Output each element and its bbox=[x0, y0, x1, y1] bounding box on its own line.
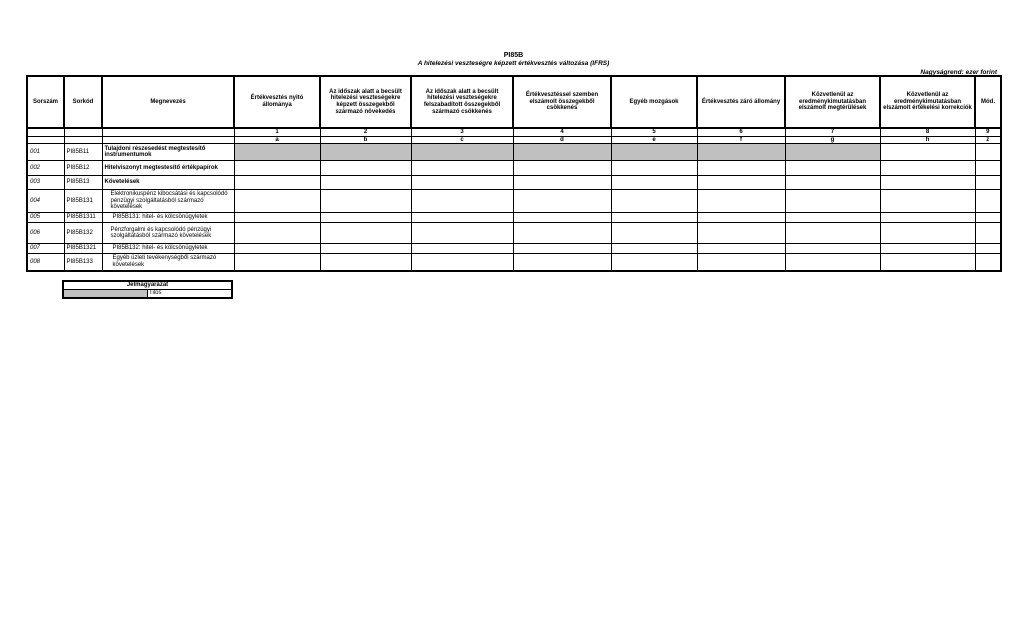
row-sorkod: PI85B131 bbox=[64, 190, 102, 213]
column-number-row bbox=[27, 128, 1001, 136]
column-number: 7 bbox=[785, 128, 880, 136]
cell-input[interactable] bbox=[411, 190, 513, 213]
column-number: 3 bbox=[411, 128, 513, 136]
document-subtitle: A hitelezési veszteségre képzett értékvesztés változása (IFRS) bbox=[417, 60, 610, 67]
cell-input[interactable] bbox=[880, 244, 975, 254]
row-sorkod: PI85B1321 bbox=[64, 244, 102, 254]
table-row bbox=[27, 254, 1001, 271]
cell-input[interactable] bbox=[611, 223, 697, 244]
cell-disabled bbox=[234, 144, 320, 161]
row-name: Követelések bbox=[102, 176, 234, 190]
cell-input[interactable] bbox=[880, 161, 975, 176]
cell-input[interactable] bbox=[975, 190, 1001, 213]
cell-input[interactable] bbox=[320, 223, 411, 244]
row-sorszam: 008 bbox=[27, 254, 64, 271]
row-sorkod: PI85B11 bbox=[64, 144, 102, 161]
cell-input[interactable] bbox=[697, 190, 785, 213]
row-sorszam: 006 bbox=[27, 223, 64, 244]
cell-input[interactable] bbox=[234, 254, 320, 271]
row-sorkod: PI85B13 bbox=[64, 176, 102, 190]
row-sorkod: PI85B12 bbox=[64, 161, 102, 176]
cell-input[interactable] bbox=[975, 244, 1001, 254]
cell-input[interactable] bbox=[785, 176, 880, 190]
cell-input[interactable] bbox=[880, 254, 975, 271]
cell-input[interactable] bbox=[975, 223, 1001, 244]
header-col-6: Értékvesztés záró állomány bbox=[697, 76, 785, 128]
document-title: PI85B bbox=[503, 52, 524, 59]
header-col-1: Értékvesztés nyitó állománya bbox=[234, 76, 320, 128]
data-table bbox=[26, 75, 1002, 272]
table-row bbox=[27, 144, 1001, 161]
row-sorkod: PI85B132 bbox=[64, 223, 102, 244]
table-row bbox=[27, 213, 1001, 223]
cell-input[interactable] bbox=[697, 254, 785, 271]
cell-input[interactable] bbox=[234, 223, 320, 244]
column-letter: a bbox=[234, 136, 320, 144]
cell-input[interactable] bbox=[975, 176, 1001, 190]
row-sorszam: 007 bbox=[27, 244, 64, 254]
cell-input[interactable] bbox=[785, 244, 880, 254]
cell-input[interactable] bbox=[513, 190, 611, 213]
cell-input[interactable] bbox=[975, 213, 1001, 223]
column-letter-blank bbox=[27, 136, 64, 144]
cell-input[interactable] bbox=[697, 213, 785, 223]
column-number: 1 bbox=[234, 128, 320, 136]
row-name: Elektronikuspénz kibocsátási és kapcsolódó pénzügyi szolgáltatásból származó követelések bbox=[102, 190, 234, 213]
table-row bbox=[27, 244, 1001, 254]
cell-input[interactable] bbox=[513, 213, 611, 223]
cell-disabled bbox=[320, 144, 411, 161]
cell-input[interactable] bbox=[411, 244, 513, 254]
table-row bbox=[27, 161, 1001, 176]
cell-input[interactable] bbox=[880, 213, 975, 223]
column-number: 8 bbox=[880, 128, 975, 136]
row-name: Hitelviszonyt megtestesítő értékpapírok bbox=[102, 161, 234, 176]
column-number: 4 bbox=[513, 128, 611, 136]
row-sorkod: PI85B133 bbox=[64, 254, 102, 271]
column-letter-blank bbox=[102, 136, 234, 144]
cell-input[interactable] bbox=[513, 244, 611, 254]
header-megnevezes: Megnevezés bbox=[102, 76, 234, 128]
row-name: Egyéb üzleti tevékenységből származó követelések bbox=[102, 254, 234, 271]
column-number-blank bbox=[27, 128, 64, 136]
legend-title: Jelmagyarázat bbox=[63, 281, 232, 290]
header-col-9: Mód. bbox=[975, 76, 1001, 128]
cell-input[interactable] bbox=[975, 144, 1001, 161]
unit-note: Nagyságrend: ezer forint bbox=[920, 69, 997, 76]
header-sorszam: Sorszám bbox=[27, 76, 64, 128]
header-col-8: Közvetlenül az eredménykimutatásban elszámolt értékelési korrekciók bbox=[880, 76, 975, 128]
cell-input[interactable] bbox=[513, 223, 611, 244]
cell-input[interactable] bbox=[975, 254, 1001, 271]
table-row bbox=[27, 223, 1001, 244]
cell-input[interactable] bbox=[880, 144, 975, 161]
column-letter: b bbox=[320, 136, 411, 144]
cell-input[interactable] bbox=[513, 176, 611, 190]
column-letter-blank bbox=[64, 136, 102, 144]
header-col-4: Értékvesztéssel szemben elszámolt összegekből csökkenés bbox=[513, 76, 611, 128]
row-sorkod: PI85B1311 bbox=[64, 213, 102, 223]
header-row bbox=[27, 76, 1001, 128]
cell-input[interactable] bbox=[411, 176, 513, 190]
cell-input[interactable] bbox=[785, 254, 880, 271]
cell-input[interactable] bbox=[880, 190, 975, 213]
row-sorszam: 002 bbox=[27, 161, 64, 176]
row-sorszam: 005 bbox=[27, 213, 64, 223]
cell-input[interactable] bbox=[513, 254, 611, 271]
cell-input[interactable] bbox=[320, 244, 411, 254]
cell-input[interactable] bbox=[411, 254, 513, 271]
cell-disabled bbox=[697, 144, 785, 161]
cell-input[interactable] bbox=[234, 190, 320, 213]
header-col-3: Az időszak alatt a becsült hitelezési veszteségekre felszabadított összegekből származó csökkenés bbox=[411, 76, 513, 128]
cell-input[interactable] bbox=[234, 176, 320, 190]
row-sorszam: 003 bbox=[27, 176, 64, 190]
cell-input[interactable] bbox=[785, 223, 880, 244]
cell-input[interactable] bbox=[785, 161, 880, 176]
header-col-7: Közvetlenül az eredménykimutatásban elszámolt megtérülések bbox=[785, 76, 880, 128]
legend-swatch bbox=[63, 290, 148, 299]
row-sorszam: 001 bbox=[27, 144, 64, 161]
cell-input[interactable] bbox=[234, 161, 320, 176]
cell-input[interactable] bbox=[880, 223, 975, 244]
column-letter: z bbox=[975, 136, 1001, 144]
cell-input[interactable] bbox=[411, 161, 513, 176]
cell-input[interactable] bbox=[697, 176, 785, 190]
column-number-blank bbox=[64, 128, 102, 136]
cell-input[interactable] bbox=[234, 244, 320, 254]
column-number: 9 bbox=[975, 128, 1001, 136]
cell-input[interactable] bbox=[611, 161, 697, 176]
row-name: Tulajdoni részesedést megtestesítő instrumentumok bbox=[102, 144, 234, 161]
row-name: PI85B132: hitel- és kölcsönügyletek bbox=[102, 244, 234, 254]
cell-input[interactable] bbox=[697, 244, 785, 254]
cell-input[interactable] bbox=[411, 213, 513, 223]
cell-input[interactable] bbox=[697, 161, 785, 176]
cell-input[interactable] bbox=[320, 176, 411, 190]
cell-input[interactable] bbox=[320, 254, 411, 271]
cell-input[interactable] bbox=[785, 190, 880, 213]
header-col-5: Egyéb mozgások bbox=[611, 76, 697, 128]
cell-input[interactable] bbox=[320, 213, 411, 223]
cell-input[interactable] bbox=[611, 244, 697, 254]
column-number: 5 bbox=[611, 128, 697, 136]
column-letter: d bbox=[513, 136, 611, 144]
column-letter: c bbox=[411, 136, 513, 144]
cell-input[interactable] bbox=[320, 190, 411, 213]
header-col-2: Az időszak alatt a becsült hitelezési veszteségekre képzett összegekből származó növekedés bbox=[320, 76, 411, 128]
column-number: 6 bbox=[697, 128, 785, 136]
column-letter: f bbox=[697, 136, 785, 144]
column-letter: h bbox=[880, 136, 975, 144]
cell-input[interactable] bbox=[785, 213, 880, 223]
header-sorkod: Sorkód bbox=[64, 76, 102, 128]
cell-input[interactable] bbox=[611, 254, 697, 271]
row-name: Pénzforgalmi és kapcsolódó pénzügyi szolgáltatásból származó követelések bbox=[102, 223, 234, 244]
cell-disabled bbox=[785, 144, 880, 161]
cell-input[interactable] bbox=[320, 161, 411, 176]
cell-input[interactable] bbox=[975, 161, 1001, 176]
cell-input[interactable] bbox=[234, 213, 320, 223]
cell-disabled bbox=[611, 144, 697, 161]
legend-label: Tilos bbox=[148, 290, 233, 299]
cell-input[interactable] bbox=[611, 190, 697, 213]
column-number: 2 bbox=[320, 128, 411, 136]
row-name: PI85B131: hitel- és kölcsönügyletek bbox=[102, 213, 234, 223]
legend bbox=[62, 280, 233, 299]
cell-input[interactable] bbox=[611, 176, 697, 190]
cell-input[interactable] bbox=[611, 213, 697, 223]
cell-input[interactable] bbox=[880, 176, 975, 190]
table-row bbox=[27, 190, 1001, 213]
cell-input[interactable] bbox=[513, 161, 611, 176]
column-letter-row bbox=[27, 136, 1001, 144]
cell-input[interactable] bbox=[697, 223, 785, 244]
cell-disabled bbox=[411, 144, 513, 161]
cell-input[interactable] bbox=[411, 223, 513, 244]
row-sorszam: 004 bbox=[27, 190, 64, 213]
table-row bbox=[27, 176, 1001, 190]
column-letter: e bbox=[611, 136, 697, 144]
cell-disabled bbox=[513, 144, 611, 161]
column-letter: g bbox=[785, 136, 880, 144]
column-number-blank bbox=[102, 128, 234, 136]
